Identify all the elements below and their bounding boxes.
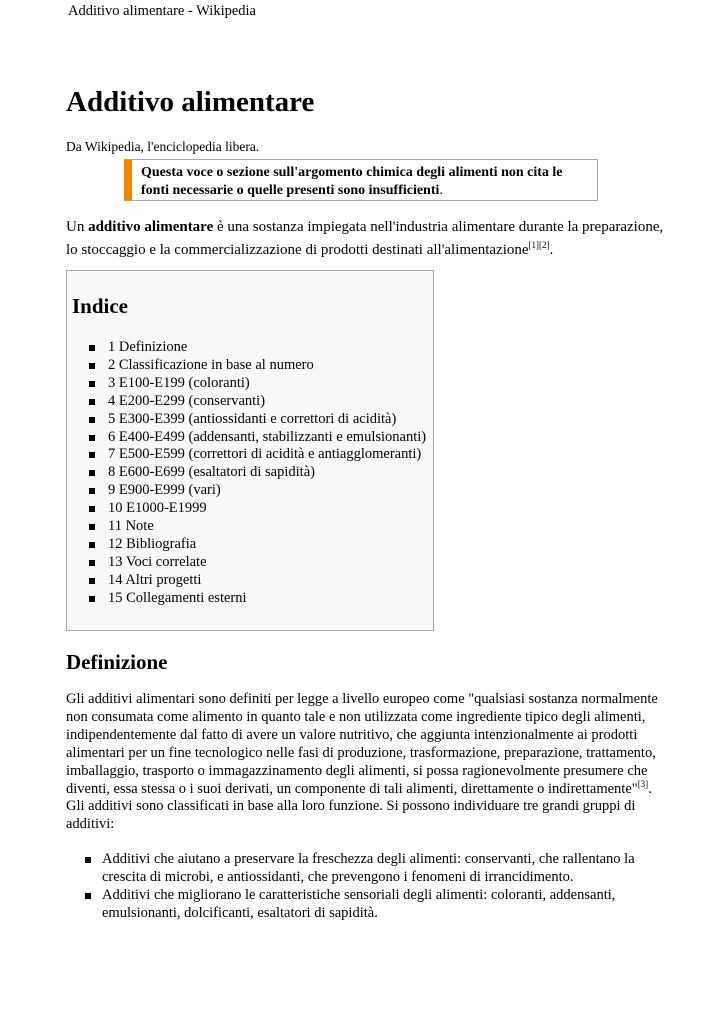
toc-item-e600[interactable]: 8 E600-E699 (esaltatori di sapidità)	[89, 464, 426, 482]
page-title: Additivo alimentare	[66, 86, 315, 118]
site-tagline: Da Wikipedia, l'enciclopedia libera.	[66, 139, 260, 154]
toc-item-note[interactable]: 11 Note	[89, 518, 426, 536]
table-of-contents	[66, 270, 434, 631]
definition-ref-link[interactable]: [3]	[637, 778, 649, 789]
list-item: Additivi che aiutano a preservare la freschezza degli alimenti: conservanti, che rallentano la crescita di microbi, e antiossidanti, che prevengono i fenomeni di irrancidimento.	[85, 851, 660, 887]
notice-text-end: .	[439, 182, 443, 198]
toc-item-e1000[interactable]: 10 E1000-E1999	[89, 500, 426, 518]
intro-paragraph	[66, 216, 666, 262]
notice-text: Questa voce o sezione sull'argomento chimica degli alimenti non cita le fonti necessarie o quelle presenti sono insufficienti	[141, 165, 563, 198]
toc-item-altri-progetti[interactable]: 14 Altri progetti	[89, 572, 426, 590]
toc-item-bibliografia[interactable]: 12 Bibliografia	[89, 536, 426, 554]
definition-text-part1: Gli additivi alimentari sono definiti per legge a livello europeo come "qualsiasi sostanza normalmente non consumata come alimento in quanto tale e non utilizzata come ingrediente tipico degli alimenti, indipendentemente dal fatto di avere un valore nutritivo, che aggiunta intenzionalmente ai prodotti alimentari per un fine tecnologico nelle fasi di produzione, trasformazione, preparazione, trattamento, imballaggio, trasporto o immagazzinamento degli alimenti, si possa ragionevolmente presumere che diventi, essa stessa o i suoi derivati, un componente di tali alimenti, direttamente o indirettamente"	[66, 691, 658, 797]
intro-lead: Un	[66, 219, 89, 235]
toc-item-e900[interactable]: 9 E900-E999 (vari)	[89, 482, 426, 500]
toc-title: Indice	[72, 294, 129, 318]
print-header: Additivo alimentare - Wikipedia	[68, 3, 256, 19]
citation-needed-notice	[124, 159, 598, 201]
intro-body: è una sostanza impiegata nell'industria alimentare durante la preparazione, lo stoccaggio e la commercializzazione di prodotti destinati all'alimentazione	[66, 219, 664, 258]
toc-item-collegamenti-esterni[interactable]: 15 Collegamenti esterni	[89, 590, 426, 608]
toc-list	[89, 339, 426, 608]
toc-item-e200[interactable]: 4 E200-E299 (conservanti)	[89, 393, 426, 411]
intro-end: .	[549, 242, 554, 258]
toc-item-e500[interactable]: 7 E500-E599 (correttori di acidità e antiagglomeranti)	[89, 446, 426, 464]
intro-refs-link[interactable]: [1][2]	[528, 240, 550, 250]
section-title-definizione: Definizione	[66, 650, 168, 674]
toc-item-definizione[interactable]: 1 Definizione	[89, 339, 426, 357]
toc-item-e300[interactable]: 5 E300-E399 (antiossidanti e correttori di acidità)	[89, 411, 426, 429]
toc-item-e400[interactable]: 6 E400-E499 (addensanti, stabilizzanti e emulsionanti)	[89, 429, 426, 447]
toc-item-voci-correlate[interactable]: 13 Voci correlate	[89, 554, 426, 572]
definition-paragraph	[66, 691, 658, 834]
additive-groups-list	[85, 851, 660, 923]
toc-item-e100[interactable]: 3 E100-E199 (coloranti)	[89, 375, 426, 393]
list-item: Additivi che migliorano le caratteristiche sensoriali degli alimenti: coloranti, addensanti, emulsionanti, dolcificanti, esaltatori di sapidità.	[85, 887, 660, 923]
toc-item-classificazione[interactable]: 2 Classificazione in base al numero	[89, 357, 426, 375]
definition-text-part2: . Gli additivi sono classificati in base alla loro funzione. Si possono individuare tre grandi gruppi di additivi:	[66, 780, 652, 833]
intro-term: additivo alimentare	[88, 219, 214, 235]
